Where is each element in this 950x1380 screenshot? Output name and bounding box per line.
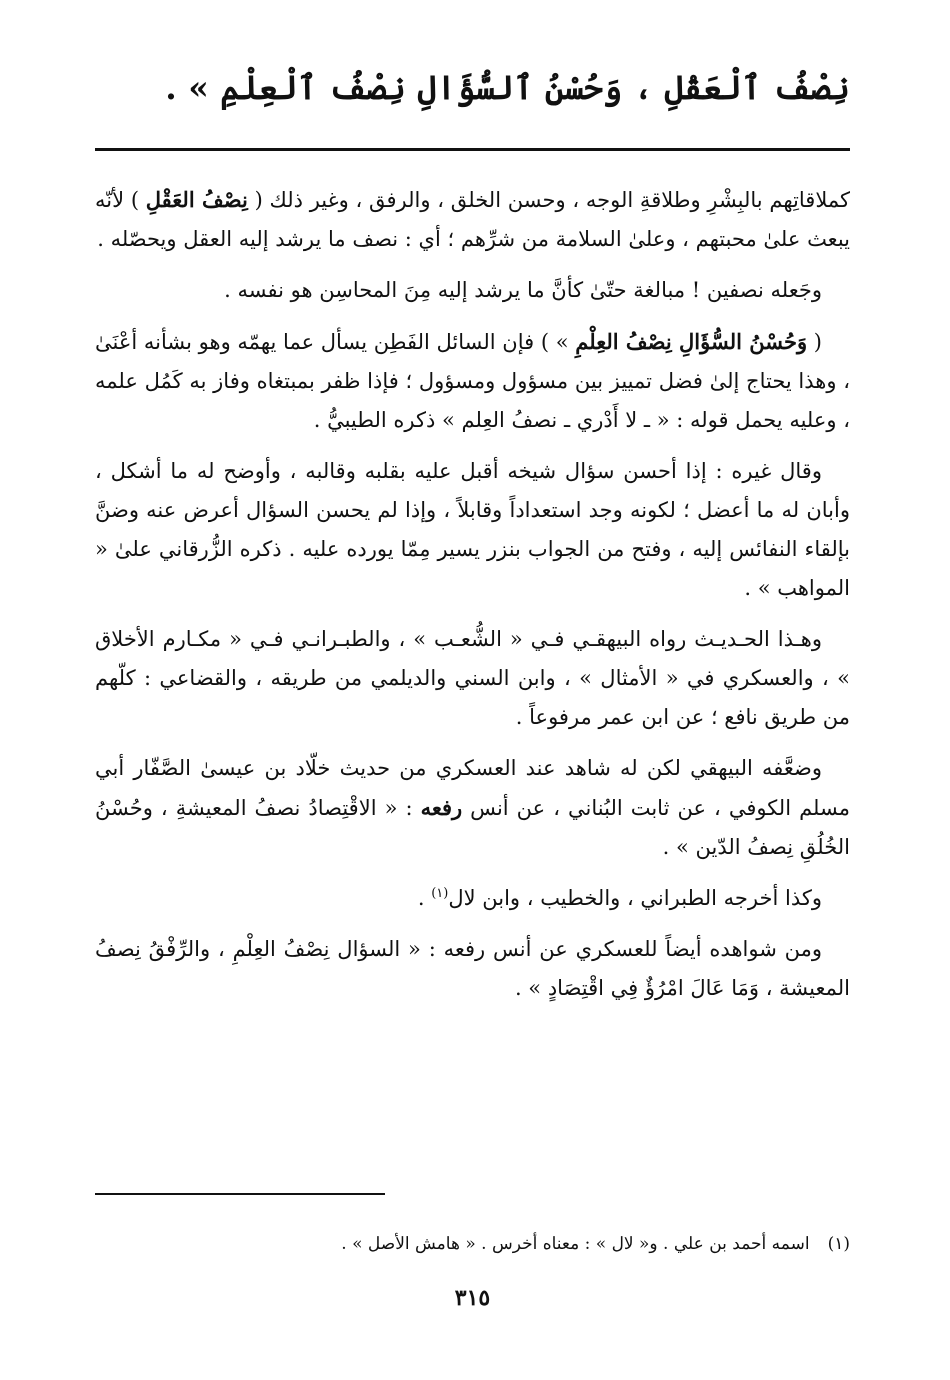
paragraph-3 <box>95 322 850 440</box>
paragraph-text: ) لأنّه يبعث علىٰ محبتهم ، وعلىٰ السلامة من شرِّهم ؛ أي : نصف ما يرشد إليه العقل ويحصّله . <box>95 188 850 251</box>
footnote <box>95 1230 850 1258</box>
commentary-body <box>95 180 850 1020</box>
page-number: ٣١٥ <box>454 1285 491 1311</box>
footnote-text: اسمه أحمد بن علي . و« لال » : معناه أخرس . « هامش الأصل » . <box>341 1234 810 1254</box>
paragraph-4: وقال غيره : إذا أحسن سؤال شيخه أقبل عليه بقلبه وقالبه ، وأوضح له ما أشكل ، وأبان له ما أعضل ؛ لكونه وجد استعداداً وقابلاً ، وإذا لم يحسن السؤال أعرض عنه وضنَّ بإلقاء النفائس إليه ، وفتح من الجواب بنزر يسير مِمّا يورده عليه . ذكره الزُّرقاني علىٰ « المواهب » . <box>95 459 850 600</box>
header-divider <box>95 148 850 151</box>
book-page <box>95 40 850 1311</box>
paragraph-6 <box>95 749 850 867</box>
bold-term: رفعه <box>420 795 463 820</box>
paragraph-text: » ) فإن السائل الفَطِن يسأل عما يهمّه وهو بشأنه أعْنَىٰ ، وهذا يحتاج إلىٰ فضل تمييز بين مسؤول ومسؤول ؛ فإذا ظفر بمبتغاه وفاز به كَمُل علمه ، وعليه يحمل قوله : « ـ لا أَدْري ـ نصفُ العِلم » ذكره الطيبيُّ . <box>95 330 850 432</box>
paragraph-text: وضعَّفه البيهقي لكن له شاهد عند العسكري من حديث خلّاد بن عيسىٰ الصَّفّار أبي مسلم الكوفي ، عن ثابت البُناني ، عن أنس <box>95 756 850 820</box>
paragraph-text: : « الاقْتِصادُ نصفُ المعيشةِ ، وحُسْنُ الخُلُقِ نِصفُ الدّين » . <box>95 796 850 859</box>
paragraph-text: . <box>417 886 432 910</box>
paragraph-text: ( <box>807 330 822 354</box>
paragraph-5: وهـذا الحـديـث رواه البيهقـي فـي « الشُّعـب » ، والطبـرانـي فـي « مكـارم الأخلاق » ، والعسكري في « الأمثال » ، وابن السني والديلمي من طريقه ، والقضاعي : كلّهم من طريق نافع ؛ عن ابن عمر مرفوعاً . <box>95 627 850 729</box>
hadith-phrase: وَحُسْنُ السُّؤَالِ نِصْفُ العِلْمِ <box>575 329 808 354</box>
paragraph-text: وكذا أخرجه الطبراني ، والخطيب ، وابن لال <box>448 886 822 910</box>
footnote-number: (١) <box>827 1234 850 1254</box>
paragraph-7 <box>95 879 850 918</box>
paragraph-1 <box>95 180 850 259</box>
paragraph-2: وجَعله نصفين ! مبالغة حتّىٰ كأنَّ ما يرشد إليه مِنَ المحاسِن هو نفسه . <box>224 278 822 302</box>
hadith-phrase: نِصْفُ العَقْلِ <box>145 187 248 212</box>
paragraph-text: كملاقاتِهم بالبِشْرِ وطلاقةِ الوجه ، وحسن الخلق ، والرفق ، وغير ذلك ( <box>247 188 850 212</box>
footnote-divider <box>95 1193 385 1195</box>
page-header-hadith: نِصْفُ ٱلْعَقْلِ ، وَحُسْنُ ٱلسُّؤَالِ نِصْفُ ٱلْعِلْمِ » . <box>165 68 850 107</box>
footnote-marker: (١) <box>431 886 449 901</box>
paragraph-8: ومن شواهده أيضاً للعسكري عن أنس رفعه : « السؤال نِصْفُ العِلْمِ ، والرِّفْقُ نِصفُ المعيشة ، وَمَا عَالَ امْرُؤٌ فِي اقْتِصَادٍ » . <box>95 937 850 1000</box>
